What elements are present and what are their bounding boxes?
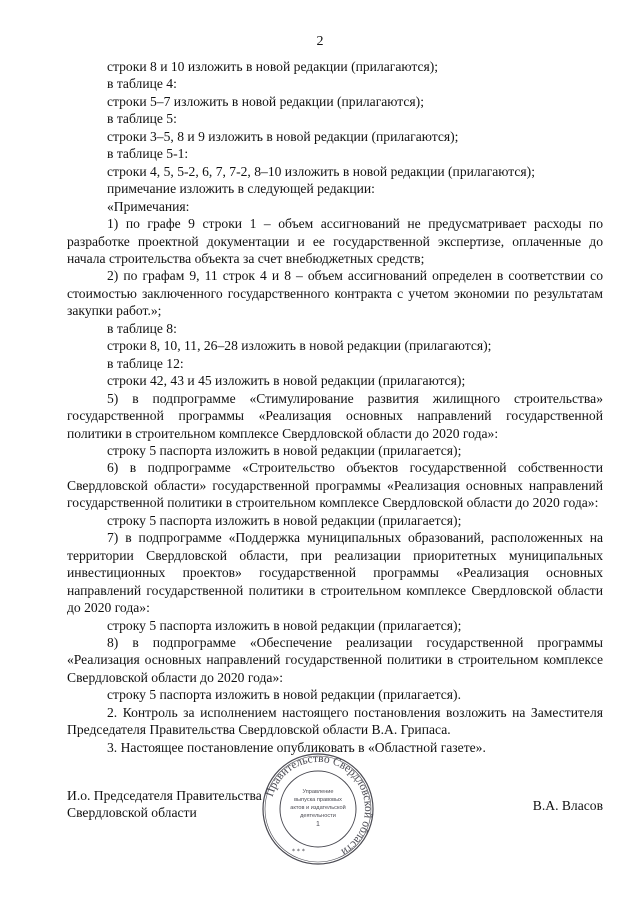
official-seal [262,753,374,865]
paragraph: в таблице 5-1: [107,146,189,162]
paragraph: 1) по графе 9 строки 1 – объем ассигнований не предусматривает расходы по разработке проектной документации и ее государственной экспертизе, оплаченные до начала строительства объекта за счет внебюджетных средств; [67,216,603,266]
seal-stars: * * * [292,848,305,855]
seal-outer-text: Правительство Свердловской области [263,753,374,858]
seal-inner-text: Управление [302,789,334,795]
seal-inner-number: 1 [316,821,320,828]
seal-inner-text: выпуска правовых [294,797,342,803]
paragraph: 8) в подпрограмме «Обеспечение реализации государственной программы «Реализация основных направлений государственной политики в строительном комплексе Свердловской области до 2020 года»: [67,634,603,685]
signatory-position [67,787,262,821]
paragraph: строку 5 паспорта изложить в новой редакции (прилагается); [107,442,462,458]
paragraph: строки 8 и 10 изложить в новой редакции (прилагаются); [107,59,439,74]
seal-inner-text: актов и издательской [290,805,346,811]
paragraph: строку 5 паспорта изложить в новой редакции (прилагается). [107,687,461,703]
paragraph: строки 8, 10, 11, 26–28 изложить в новой редакции (прилагаются); [107,338,492,354]
seal-inner-text: деятельности [300,813,336,819]
paragraph: строки 42, 43 и 45 изложить в новой редакции (прилагаются); [107,373,466,389]
paragraph: 7) в подпрограмме «Поддержка муниципальных образований, расположенных на территории Свердловской области, при реализации приоритетных муниципальных инвестиционных проектов» государственной программы «Реализация основных направлений государственной политики в строительном комплексе Свердловской области до 2020 года»: [67,530,603,616]
paragraph: 5) в подпрограмме «Стимулирование развития жилищного строительства» государственной программы «Реализация основных направлений государственной политики в строительном комплексе Свердловской области до 2020 года»: [67,390,603,441]
signatory-position-line: И.о. Председателя Правительства [67,788,262,803]
page-number: 2 [316,34,324,49]
paragraph: 2) по графам 9, 11 строк 4 и 8 – объем ассигнований определен в соответствии со стоимостью заключенного государственного контракта с учетом экономии по результатам закупки работ.»; [67,268,603,319]
paragraph: 2. Контроль за исполнением настоящего постановления возложить на Заместителя Председателя Правительства Свердловской области В.А. Грипаса. [67,704,603,738]
paragraph: в таблице 4: [107,76,177,92]
signatory-position-line: Свердловской области [67,805,197,820]
signatory-name: В.А. Власов [532,798,603,813]
paragraph: строку 5 паспорта изложить в новой редакции (прилагается); [107,617,462,633]
paragraph: 3. Настоящее постановление опубликовать в «Областной газете». [107,739,486,755]
paragraph: примечание изложить в следующей редакции: [107,181,375,197]
paragraph: в таблице 5: [107,111,177,127]
paragraph: «Примечания: [107,198,190,214]
paragraph: в таблице 12: [107,355,184,371]
paragraph: строки 5–7 изложить в новой редакции (прилагаются); [107,93,424,109]
document-body [67,58,603,756]
paragraph: в таблице 8: [107,320,177,336]
paragraph: строку 5 паспорта изложить в новой редакции (прилагается); [107,512,462,528]
paragraph: строки 4, 5, 5-2, 6, 7, 7-2, 8–10 изложить в новой редакции (прилагаются); [107,163,535,179]
paragraph: 6) в подпрограмме «Строительство объектов государственной собственности Свердловской области» государственной программы «Реализация основных направлений государственной политики в строительном комплексе Свердловской области до 2020 года»: [67,460,603,511]
paragraph: строки 3–5, 8 и 9 изложить в новой редакции (прилагаются); [107,128,459,144]
